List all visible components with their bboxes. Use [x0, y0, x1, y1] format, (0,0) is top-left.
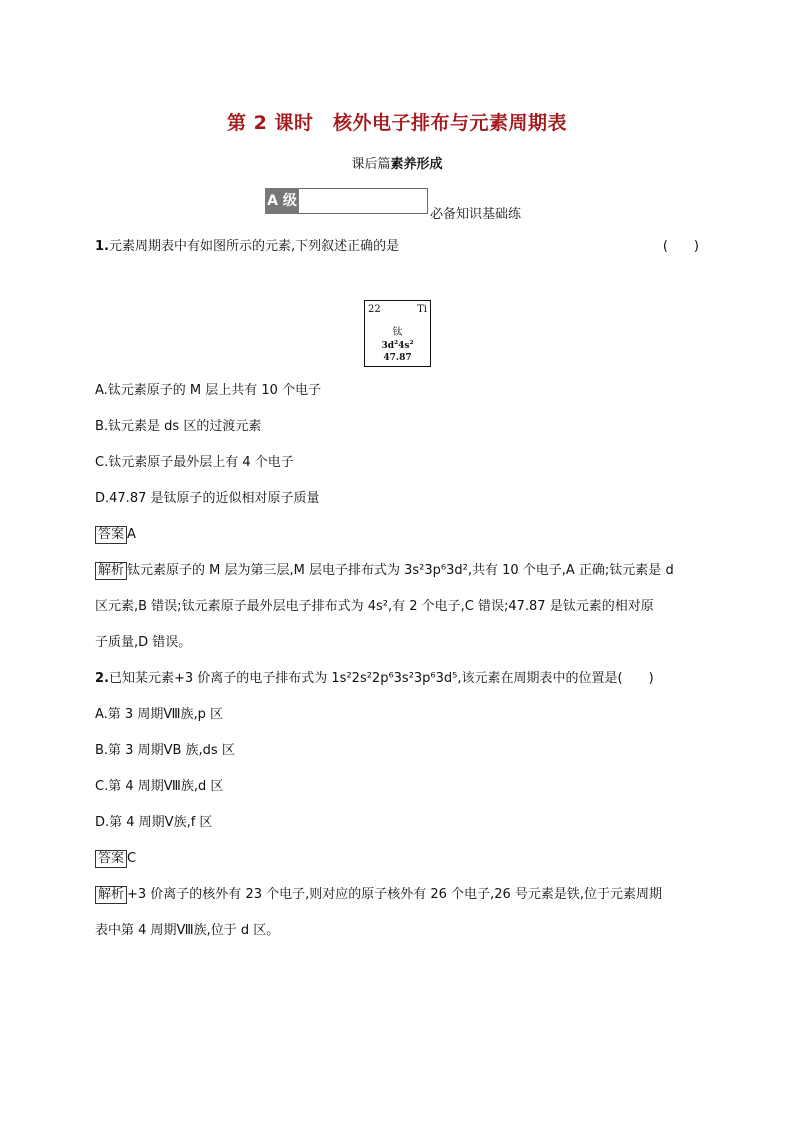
q1-answer-paren: ( ): [662, 239, 699, 254]
page-title: 第 2 课时 核外电子排布与元素周期表: [227, 112, 567, 134]
q2-analysis-text-1: +3 价离子的核外有 23 个电子,则对应的原子核外有 26 个电子,26 号元素是铁,位于元素周期: [127, 887, 662, 902]
q1-option-d: D.47.87 是钛原子的近似相对原子质量: [95, 491, 320, 506]
q1-analysis-line-3: 子质量,D 错误。: [95, 635, 192, 650]
element-atomic-number: 22: [368, 304, 381, 315]
q1-answer-value: A: [127, 527, 136, 542]
q2-analysis-line-2: 表中第 4 周期Ⅷ族,位于 d 区。: [95, 923, 280, 938]
q2-analysis-line-1: [95, 886, 699, 904]
q1-answer: [95, 526, 699, 544]
q2-option-b: B.第 3 周期ⅤB 族,ds 区: [95, 743, 235, 758]
element-card-ti: [364, 300, 431, 367]
subtitle-prefix: 课后篇: [351, 157, 391, 172]
q1-option-c: C.钛元素原子最外层上有 4 个电子: [95, 455, 294, 470]
q2-stem: [95, 670, 699, 688]
q2-option-c: C.第 4 周期Ⅷ族,d 区: [95, 779, 224, 794]
element-mass: 47.87: [383, 353, 412, 363]
level-box: [299, 188, 428, 214]
q1-number: 1.: [95, 239, 109, 254]
level-label: 必备知识基础练: [430, 207, 522, 222]
analysis-tag: 解析: [95, 562, 127, 580]
section-subtitle: [0, 153, 794, 172]
q1-stem: [95, 238, 699, 256]
element-symbol: Ti: [417, 304, 427, 315]
analysis-tag: 解析: [95, 886, 127, 904]
q2-answer-value: C: [127, 851, 137, 866]
subtitle-bold: 素养形成: [390, 157, 443, 172]
q1-analysis-line-1: [95, 562, 699, 580]
q1-analysis-line-2: 区元素,B 错误;钛元素原子最外层电子排布式为 4s²,有 2 个电子,C 错误;47.87 是钛元素的相对原: [95, 599, 654, 614]
element-name: 钛: [392, 327, 403, 338]
level-banner: [265, 188, 522, 222]
q1-analysis-text-1: 钛元素原子的 M 层为第三层,M 层电子排布式为 3s²3p⁶3d²,共有 10 个电子,A 正确;钛元素是 d: [127, 563, 674, 578]
q2-option-d: D.第 4 周期Ⅴ族,f 区: [95, 815, 213, 830]
q2-answer: [95, 850, 699, 868]
q1-option-a: A.钛元素原子的 M 层上共有 10 个电子: [95, 383, 322, 398]
q2-stem-text: 已知某元素+3 价离子的电子排布式为 1s²2s²2p⁶3s²3p⁶3d⁵,该元素在周期表中的位置是( ): [108, 671, 654, 686]
q2-option-a: A.第 3 周期Ⅷ族,p 区: [95, 707, 223, 722]
q1-stem-text: 元素周期表中有如图所示的元素,下列叙述正确的是: [108, 239, 400, 254]
q2-number: 2.: [95, 671, 109, 686]
q1-option-b: B.钛元素是 ds 区的过渡元素: [95, 419, 262, 434]
level-badge: A 级: [265, 188, 299, 214]
answer-tag: 答案: [95, 850, 127, 868]
element-configuration: $3d^24s^2$: [381, 340, 414, 351]
answer-tag: 答案: [95, 526, 127, 544]
